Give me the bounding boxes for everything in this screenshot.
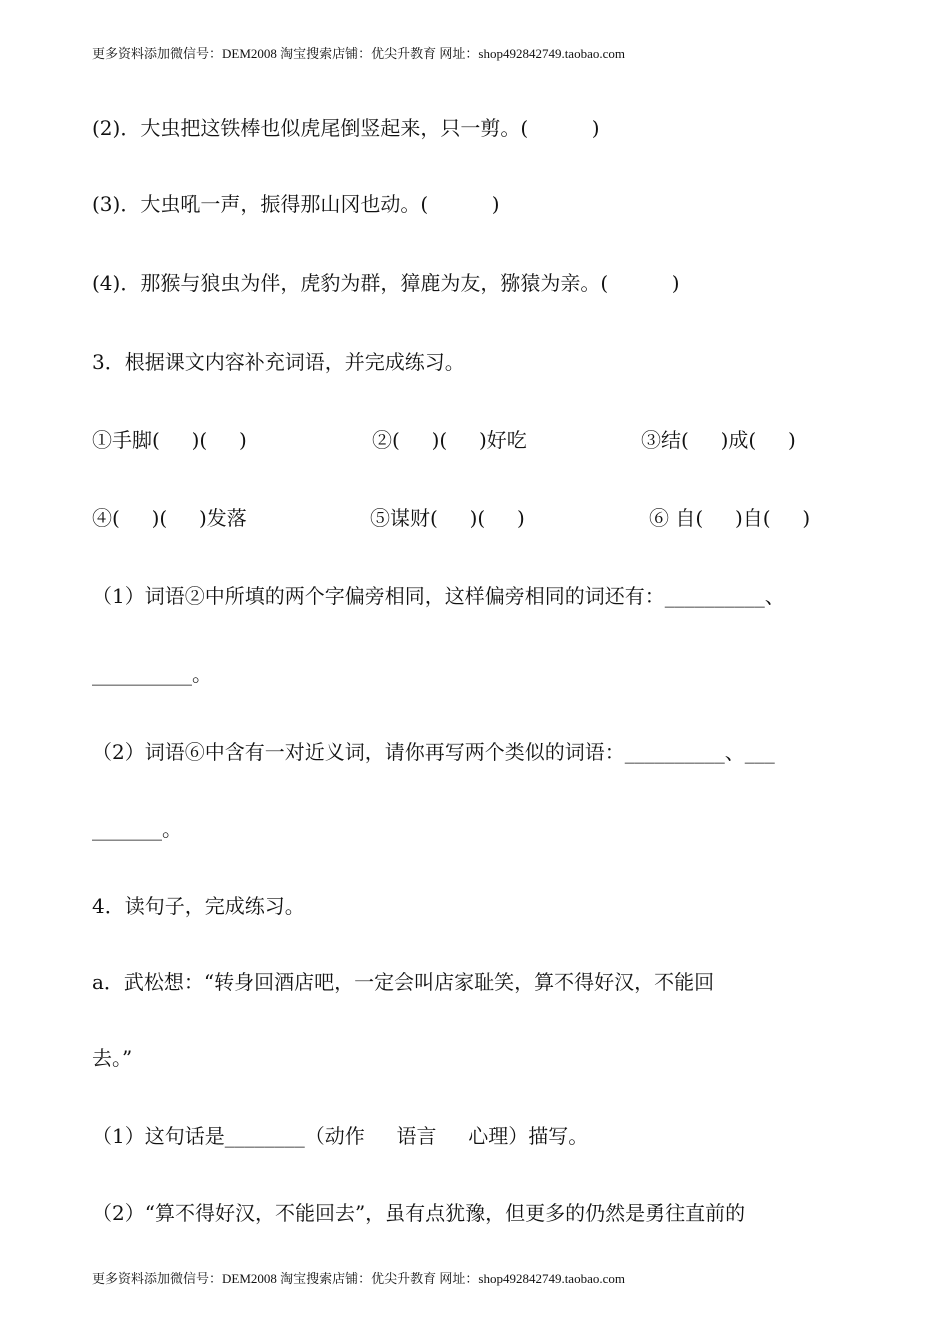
word-blank-1: ①手脚( )( ): [92, 428, 247, 452]
word-blank-5: ⑤谋财( )( ): [370, 506, 525, 530]
page-footer: 更多资料添加微信号：DEM2008 淘宝搜索店铺：优尖升教育 网址：shop492842749.taobao.com: [92, 1271, 625, 1286]
word-blank-3: ③结( )成( ): [641, 428, 796, 452]
question-3-sub-1: （1）词语②中所填的两个字偏旁相同，这样偏旁相同的词还有：__________、: [92, 584, 785, 608]
question-3-title: 3．根据课文内容补充词语，并完成练习。: [92, 350, 465, 374]
question-2-item-4: (4)．那猴与狼虫为伴，虎豹为群，獐鹿为友，猕猿为亲。( ): [92, 271, 680, 295]
question-3-sub-2-cont: _______。: [92, 817, 182, 841]
question-4-sentence-a: a．武松想：“转身回酒店吧，一定会叫店家耻笑，算不得好汉，不能回: [92, 970, 715, 994]
question-2-item-2: (2)．大虫把这铁棒也似虎尾倒竖起来，只一剪。( ): [92, 116, 600, 140]
word-blank-4: ④( )( )发落: [92, 506, 247, 530]
question-4-sentence-a-cont: 去。”: [92, 1046, 133, 1070]
question-4-sub-1: （1）这句话是________（动作 语言 心理）描写。: [92, 1124, 589, 1148]
question-4-sub-2: （2）“算不得好汉，不能回去”，虽有点犹豫，但更多的仍然是勇往直前的: [92, 1201, 746, 1225]
word-blank-6: ⑥ 自( )自( ): [649, 506, 811, 530]
question-3-sub-2: （2）词语⑥中含有一对近义词，请你再写两个类似的词语：__________、___: [92, 740, 775, 764]
question-3-sub-1-cont: __________。: [92, 662, 212, 686]
word-blank-2: ②( )( )好吃: [372, 428, 527, 452]
question-4-title: 4．读句子，完成练习。: [92, 894, 305, 918]
page-header: 更多资料添加微信号：DEM2008 淘宝搜索店铺：优尖升教育 网址：shop492842749.taobao.com: [92, 46, 625, 61]
question-2-item-3: (3)．大虫吼一声，振得那山冈也动。( ): [92, 192, 500, 216]
